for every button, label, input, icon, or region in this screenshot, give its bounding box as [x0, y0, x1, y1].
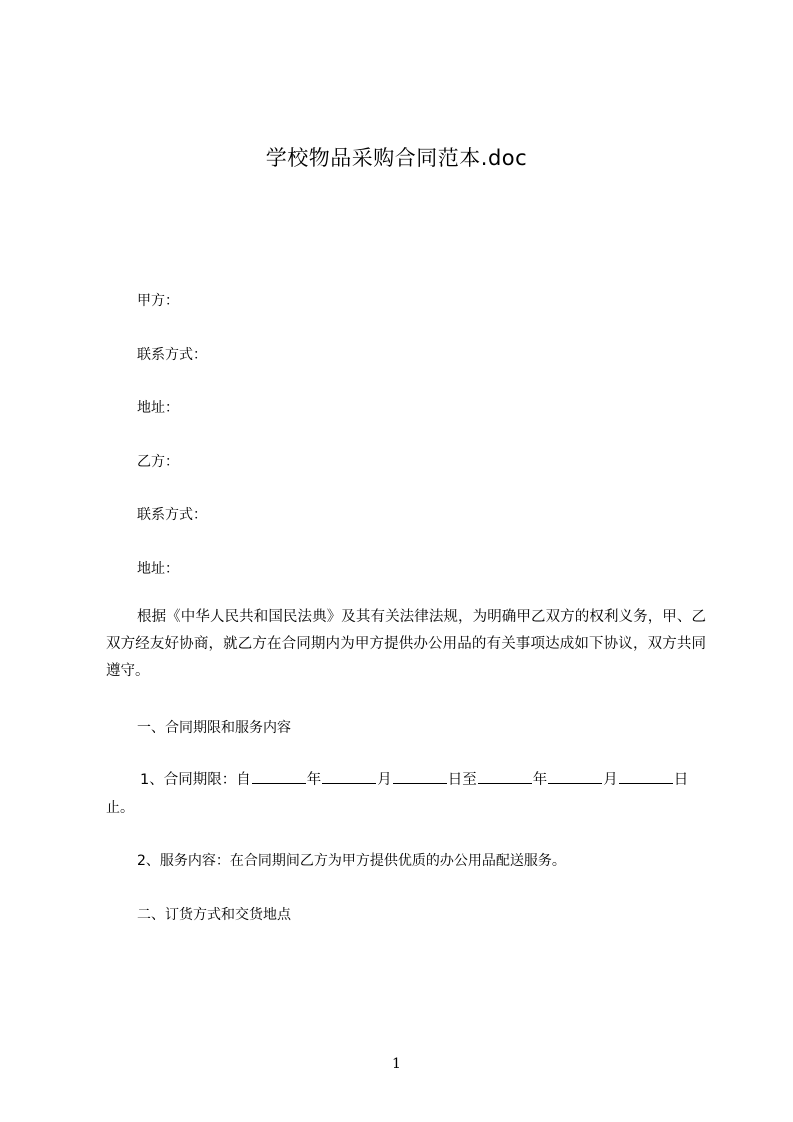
intro-paragraph: 根据《中华人民共和国民法典》及其有关法律法规，为明确甲乙双方的权利义务，甲、乙双方经友好协商，就乙方在合同期内为甲方提供办公用品的有关事项达成如下协议，双方共同遵守。: [106, 609, 706, 679]
page-number: 1: [392, 1056, 401, 1072]
contract-term-end: 止。: [106, 800, 134, 816]
section-2-heading: 二、订货方式和交货地点: [137, 907, 291, 923]
term-year-label-2: 年: [532, 772, 548, 788]
party-a-address-label: 地址：: [137, 400, 179, 416]
party-b-label: 乙方：: [137, 454, 179, 470]
document-title: 学校物品采购合同范本.doc: [265, 146, 528, 170]
party-b-contact-label: 联系方式：: [137, 507, 207, 523]
term-month-label-2: 月: [603, 772, 618, 788]
section-1-heading: 一、合同期限和服务内容: [137, 720, 291, 736]
blank-start-day[interactable]: [393, 769, 447, 784]
service-content-line: 2、服务内容：在合同期间乙方为甲方提供优质的办公用品配送服务。: [137, 853, 566, 869]
term-day-to-label: 日至: [447, 772, 477, 788]
blank-end-day[interactable]: [619, 769, 673, 784]
term-month-label: 月: [377, 772, 392, 788]
party-a-contact-label: 联系方式：: [137, 347, 207, 363]
blank-end-year[interactable]: [478, 769, 532, 784]
blank-start-year[interactable]: [252, 769, 306, 784]
blank-start-month[interactable]: [322, 769, 376, 784]
term-year-label: 年: [306, 772, 322, 788]
term-day-end-label: 日: [673, 772, 689, 788]
blank-end-month[interactable]: [548, 769, 602, 784]
contract-term-line: [106, 768, 710, 793]
term-prefix: 1、合同期限：自: [140, 772, 251, 788]
party-b-address-label: 地址：: [137, 561, 179, 577]
party-a-label: 甲方：: [137, 293, 179, 309]
